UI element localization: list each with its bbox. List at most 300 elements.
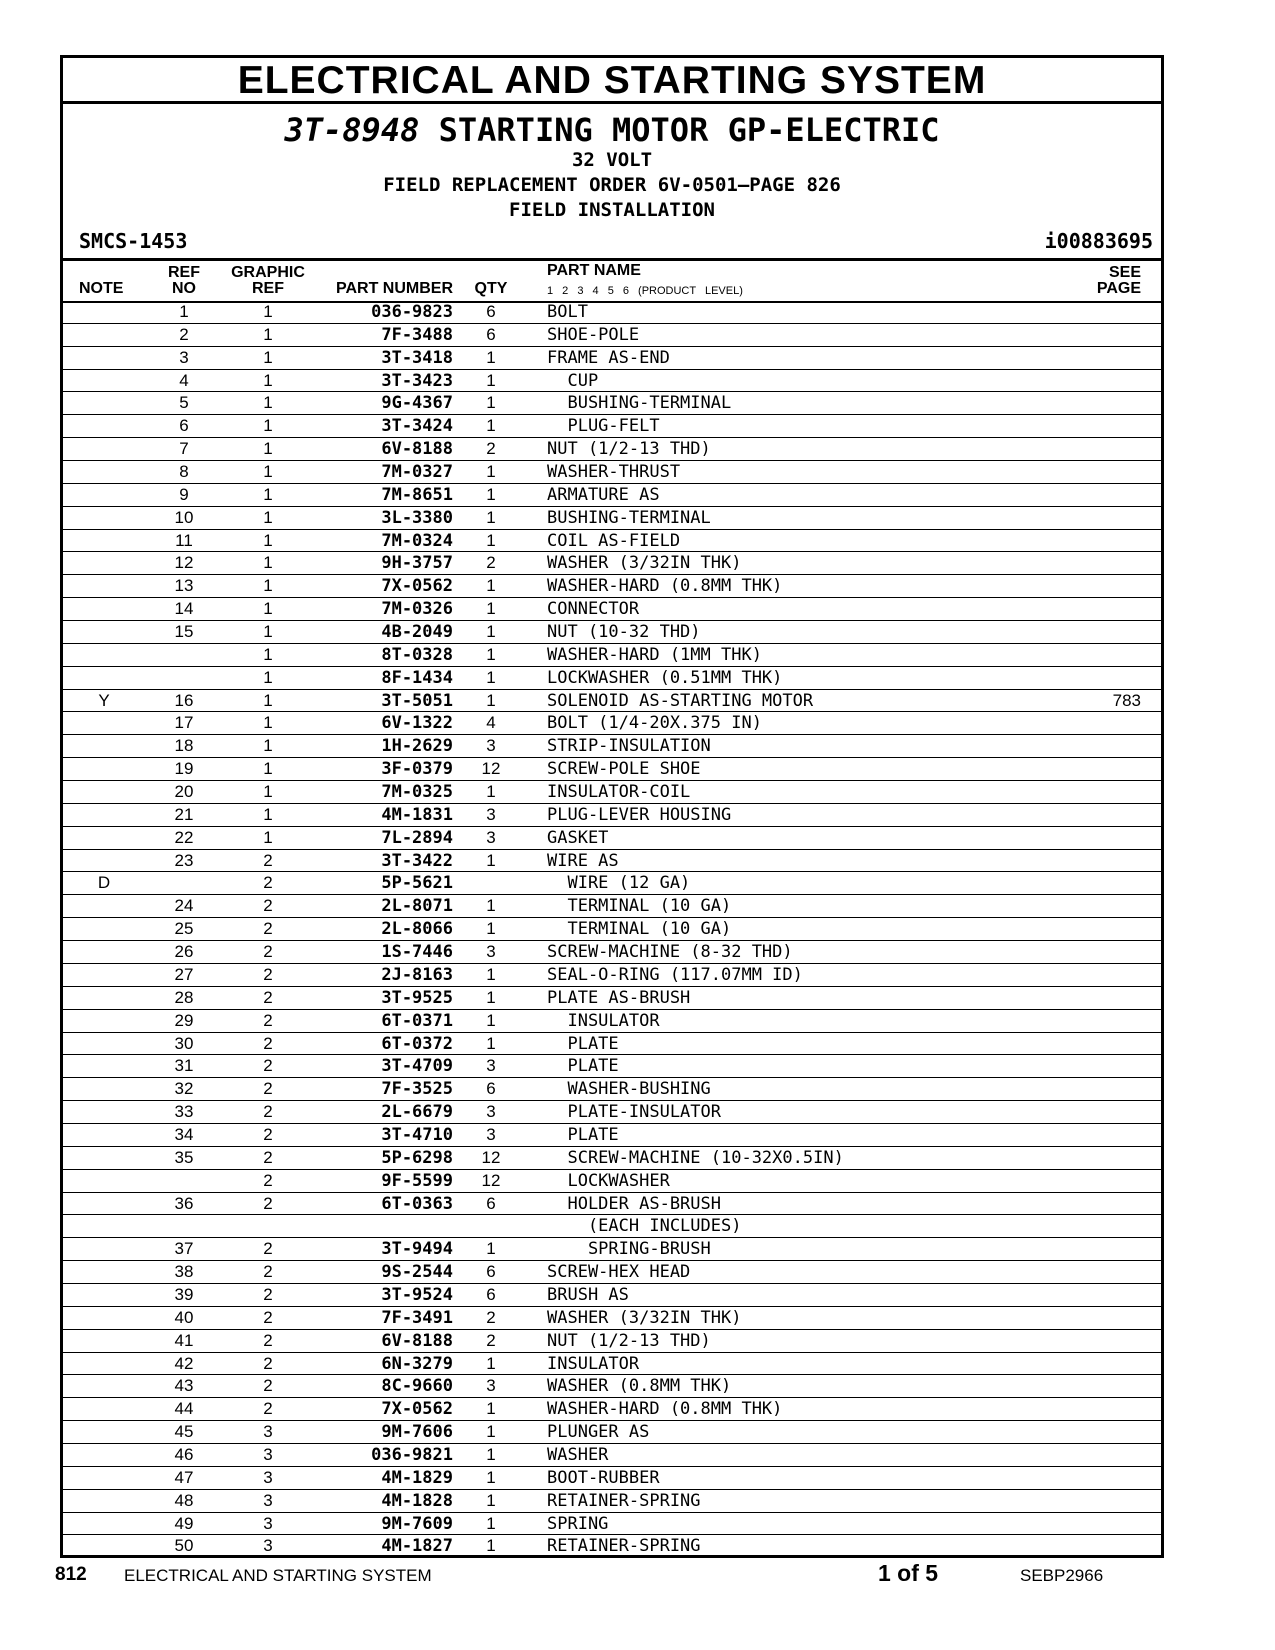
row-qty: 1: [486, 1353, 496, 1373]
row-qty: 1: [486, 1033, 496, 1053]
row-graphic-ref: 2: [263, 1033, 273, 1053]
row-ref-no: 31: [174, 1056, 194, 1076]
row-ref-no: 39: [174, 1284, 194, 1304]
row-qty: 1: [486, 919, 496, 939]
row-qty: 1: [486, 987, 496, 1007]
row-qty: 1: [486, 690, 496, 710]
table-row: [63, 575, 1161, 598]
row-part-number: 8C-9660: [381, 1376, 453, 1397]
row-qty: 2: [486, 1330, 496, 1350]
footer-section: ELECTRICAL AND STARTING SYSTEM: [124, 1566, 432, 1585]
row-part-number: 2L-8066: [381, 919, 453, 940]
row-qty: 1: [486, 1513, 496, 1533]
header-see-1: SEE: [1108, 264, 1141, 281]
header-qty: QTY: [474, 280, 508, 297]
row-qty: 1: [486, 964, 496, 984]
row-part-name: WASHER (3/32IN THK): [547, 1307, 742, 1328]
row-ref-no: 24: [174, 896, 194, 916]
table-row: [63, 438, 1161, 461]
row-part-name: NUT (10-32 THD): [547, 622, 701, 643]
row-part-number: 7M-0325: [381, 782, 453, 803]
table-row: [63, 1147, 1161, 1170]
table-row: [63, 712, 1161, 735]
row-ref-no: 16: [174, 690, 194, 710]
row-ref-no: 9: [179, 484, 189, 504]
table-row: [63, 507, 1161, 530]
table-row: [63, 1513, 1161, 1536]
row-graphic-ref: 2: [263, 850, 273, 870]
row-qty: 6: [486, 1284, 496, 1304]
row-graphic-ref: 1: [263, 347, 273, 367]
row-part-number: 9F-5599: [381, 1170, 453, 1191]
row-part-number: 8T-0328: [381, 644, 453, 665]
row-part-number: 3T-3424: [381, 416, 453, 437]
table-row: [63, 1033, 1161, 1056]
table-row: [63, 484, 1161, 507]
row-ref-no: 48: [174, 1490, 194, 1510]
row-graphic-ref: 1: [263, 667, 273, 687]
row-part-name: SCREW-POLE SHOE: [547, 759, 701, 780]
row-qty: 1: [486, 1010, 496, 1030]
row-part-name: WASHER-BUSHING: [547, 1079, 711, 1100]
row-part-name: LOCKWASHER (0.51MM THK): [547, 667, 783, 688]
row-qty: 1: [486, 1399, 496, 1419]
row-part-number: 2L-8071: [381, 896, 453, 917]
row-part-name: BOOT-RUBBER: [547, 1467, 660, 1488]
row-graphic-ref: 1: [263, 439, 273, 459]
row-graphic-ref: 1: [263, 484, 273, 504]
row-part-name: WIRE AS: [547, 850, 619, 871]
row-graphic-ref: 2: [263, 1193, 273, 1213]
row-graphic-ref: 2: [263, 964, 273, 984]
row-qty: 1: [486, 644, 496, 664]
row-part-number: 7F-3488: [381, 324, 453, 345]
row-ref-no: 8: [179, 462, 189, 482]
row-part-name: WASHER-THRUST: [547, 462, 681, 483]
row-graphic-ref: 2: [263, 1262, 273, 1282]
row-part-number: 9M-7609: [381, 1513, 453, 1534]
row-part-name: COIL AS-FIELD: [547, 530, 681, 551]
row-part-number: 4M-1831: [381, 804, 453, 825]
table-row: [63, 1535, 1161, 1558]
row-part-name: BUSHING-TERMINAL: [547, 507, 711, 528]
row-part-number: 3T-5051: [381, 690, 453, 711]
row-part-name: SCREW-HEX HEAD: [547, 1262, 691, 1283]
header-note: NOTE: [79, 280, 124, 297]
row-graphic-ref: 1: [263, 530, 273, 550]
table-row: [63, 804, 1161, 827]
row-ref-no: 44: [174, 1399, 194, 1419]
row-graphic-ref: 2: [263, 1056, 273, 1076]
row-part-number: 7F-3491: [381, 1307, 453, 1328]
row-graphic-ref: 2: [263, 1147, 273, 1167]
row-part-number: 6N-3279: [381, 1353, 453, 1374]
table-row: [63, 370, 1161, 393]
row-ref-no: 30: [174, 1033, 194, 1053]
row-part-number: 6T-0372: [381, 1033, 453, 1054]
group-name: STARTING MOTOR GP-ELECTRIC: [438, 111, 940, 149]
header-part-name: PART NAME: [547, 262, 641, 279]
row-graphic-ref: 1: [263, 507, 273, 527]
row-part-number: 4M-1828: [381, 1490, 453, 1511]
row-part-name: STRIP-INSULATION: [547, 736, 711, 757]
row-part-name: PLATE: [547, 1033, 619, 1054]
row-part-number: 1S-7446: [381, 942, 453, 963]
row-part-name: NUT (1/2-13 THD): [547, 1330, 711, 1351]
row-ref-no: 13: [174, 576, 194, 596]
row-qty: 3: [486, 827, 496, 847]
row-part-name: HOLDER AS-BRUSH: [547, 1193, 721, 1214]
row-part-number: 3T-3422: [381, 850, 453, 871]
row-part-name: BUSHING-TERMINAL: [547, 393, 732, 414]
table-row: [63, 415, 1161, 438]
table-row: [63, 552, 1161, 575]
row-part-number: 6T-0363: [381, 1193, 453, 1214]
row-qty: 3: [486, 1102, 496, 1122]
row-graphic-ref: 1: [263, 622, 273, 642]
row-note: Y: [98, 690, 110, 710]
row-graphic-ref: 2: [263, 1284, 273, 1304]
row-qty: 1: [486, 416, 496, 436]
row-graphic-ref: 2: [263, 1239, 273, 1259]
row-qty: 1: [486, 1467, 496, 1487]
table-row: [63, 1238, 1161, 1261]
row-qty: 1: [486, 530, 496, 550]
row-graphic-ref: 1: [263, 370, 273, 390]
row-ref-no: 32: [174, 1079, 194, 1099]
row-part-number: 9S-2544: [381, 1262, 453, 1283]
row-qty: 6: [486, 1262, 496, 1282]
header-graphic-1: GRAPHIC: [231, 264, 305, 281]
row-ref-no: 4: [179, 370, 189, 390]
row-part-number: 3T-3418: [381, 347, 453, 368]
row-qty: 1: [486, 667, 496, 687]
table-row: [63, 621, 1161, 644]
row-ref-no: 34: [174, 1124, 194, 1144]
table-row: [63, 690, 1161, 713]
row-part-name: TERMINAL (10 GA): [547, 919, 732, 940]
row-ref-no: 42: [174, 1353, 194, 1373]
row-qty: 12: [481, 1170, 501, 1190]
row-graphic-ref: 3: [263, 1490, 273, 1510]
row-graphic-ref: 2: [263, 1353, 273, 1373]
row-part-number: 036-9823: [371, 302, 453, 322]
row-part-name: (EACH INCLUDES): [547, 1216, 742, 1237]
table-row: [63, 644, 1161, 667]
row-ref-no: 50: [174, 1536, 194, 1556]
row-graphic-ref: 1: [263, 713, 273, 733]
row-part-number: 2J-8163: [381, 964, 453, 985]
doc-id: i00883695: [1044, 229, 1153, 253]
row-see-page: 783: [1112, 690, 1141, 710]
row-part-name: INSULATOR-COIL: [547, 782, 691, 803]
row-ref-no: 49: [174, 1513, 194, 1533]
table-row: [63, 1101, 1161, 1124]
row-part-name: TERMINAL (10 GA): [547, 896, 732, 917]
row-graphic-ref: 2: [263, 1010, 273, 1030]
table-row: [63, 530, 1161, 553]
row-ref-no: 25: [174, 919, 194, 939]
row-part-name: SCREW-MACHINE (8-32 THD): [547, 942, 793, 963]
row-ref-no: 36: [174, 1193, 194, 1213]
row-qty: 6: [486, 302, 496, 321]
row-ref-no: 11: [175, 530, 193, 550]
table-row: [63, 1055, 1161, 1078]
row-part-number: 036-9821: [371, 1444, 453, 1465]
row-ref-no: 17: [174, 713, 194, 733]
row-qty: 3: [486, 1056, 496, 1076]
row-qty: 6: [486, 1193, 496, 1213]
row-graphic-ref: 1: [263, 736, 273, 756]
row-part-name: WIRE (12 GA): [547, 873, 691, 894]
row-part-name: PLATE: [547, 1124, 619, 1145]
row-graphic-ref: 2: [263, 1124, 273, 1144]
smcs-row: [63, 229, 1161, 255]
row-part-number: 3T-4709: [381, 1056, 453, 1077]
row-part-name: SOLENOID AS-STARTING MOTOR: [547, 690, 814, 711]
row-part-number: 9H-3757: [381, 553, 453, 574]
smcs-code: SMCS-1453: [79, 229, 188, 253]
subtitle-line-3: FIELD INSTALLATION: [509, 199, 715, 221]
table-row: [63, 1078, 1161, 1101]
row-part-number: 7M-0326: [381, 599, 453, 620]
row-part-number: 3T-3423: [381, 370, 453, 391]
row-part-name: WASHER (3/32IN THK): [547, 553, 742, 574]
row-ref-no: 29: [174, 1010, 194, 1030]
row-part-name: PLATE-INSULATOR: [547, 1102, 721, 1123]
row-graphic-ref: 2: [263, 987, 273, 1007]
row-part-name: BOLT: [547, 302, 588, 322]
table-row: [63, 735, 1161, 758]
row-graphic-ref: 2: [263, 873, 273, 893]
group-title: [63, 112, 1161, 148]
row-ref-no: 15: [174, 622, 194, 642]
footer-page-number: 812: [55, 1564, 87, 1585]
row-part-number: 7F-3525: [381, 1079, 453, 1100]
header-part-number: PART NUMBER: [335, 280, 453, 297]
table-header: [63, 258, 1161, 303]
row-qty: 1: [486, 896, 496, 916]
page-footer: [0, 1560, 1275, 1590]
row-ref-no: 3: [179, 347, 189, 367]
row-part-name: BOLT (1/4-20X.375 IN): [547, 713, 762, 734]
row-part-name: SPRING-BRUSH: [547, 1239, 711, 1260]
row-graphic-ref: 1: [263, 462, 273, 482]
row-ref-no: 2: [179, 324, 189, 344]
row-qty: 1: [486, 1490, 496, 1510]
row-qty: 6: [486, 324, 496, 344]
row-qty: 1: [486, 1422, 496, 1442]
row-part-number: 6V-8188: [381, 1330, 453, 1351]
table-row: [63, 964, 1161, 987]
table-row: [63, 1467, 1161, 1490]
row-graphic-ref: 2: [263, 1399, 273, 1419]
row-graphic-ref: 1: [263, 416, 273, 436]
row-graphic-ref: 2: [263, 942, 273, 962]
row-part-number: 7X-0562: [381, 576, 453, 597]
row-qty: 2: [486, 553, 496, 573]
row-part-number: 7L-2894: [381, 827, 453, 848]
table-row: [63, 918, 1161, 941]
row-part-number: 3T-9494: [381, 1239, 453, 1260]
row-ref-no: 22: [174, 827, 194, 847]
table-row: [63, 872, 1161, 895]
row-ref-no: 35: [174, 1147, 194, 1167]
row-qty: 1: [486, 576, 496, 596]
row-part-name: WASHER-HARD (0.8MM THK): [547, 1399, 783, 1420]
row-qty: 1: [486, 347, 496, 367]
row-qty: 1: [486, 850, 496, 870]
header-ref-1: REF: [168, 264, 200, 281]
row-ref-no: 28: [174, 987, 194, 1007]
parts-list-frame: [60, 55, 1164, 1558]
row-part-name: WASHER-HARD (0.8MM THK): [547, 576, 783, 597]
row-part-number: 3F-0379: [381, 759, 453, 780]
row-part-number: 4M-1829: [381, 1467, 453, 1488]
row-graphic-ref: 2: [263, 1330, 273, 1350]
header-product-level: 1 2 3 4 5 6 (PRODUCT LEVEL): [547, 285, 743, 297]
row-part-number: 3T-4710: [381, 1124, 453, 1145]
row-part-name: PLATE AS-BRUSH: [547, 987, 691, 1008]
row-part-name: RETAINER-SPRING: [547, 1536, 701, 1557]
row-graphic-ref: 1: [263, 553, 273, 573]
row-ref-no: 10: [174, 507, 194, 527]
table-row: [63, 1010, 1161, 1033]
table-row: [63, 667, 1161, 690]
table-row: [63, 987, 1161, 1010]
row-part-name: WASHER: [547, 1444, 609, 1465]
table-row: [63, 1330, 1161, 1353]
row-part-number: 6V-8188: [381, 439, 453, 460]
row-graphic-ref: 1: [263, 302, 273, 321]
row-graphic-ref: 2: [263, 1307, 273, 1327]
row-part-name: SCREW-MACHINE (10-32X0.5IN): [547, 1147, 844, 1168]
table-row: [63, 461, 1161, 484]
row-part-name: SEAL-O-RING (117.07MM ID): [547, 964, 803, 985]
row-qty: 1: [486, 507, 496, 527]
row-graphic-ref: 1: [263, 804, 273, 824]
row-part-number: 6T-0371: [381, 1010, 453, 1031]
row-ref-no: 7: [179, 439, 189, 459]
table-row: [63, 324, 1161, 347]
row-part-name: CONNECTOR: [547, 599, 640, 620]
row-ref-no: 27: [174, 964, 194, 984]
header-ref-2: NO: [172, 280, 196, 297]
row-part-number: 5P-5621: [381, 873, 453, 894]
row-ref-no: 45: [174, 1422, 194, 1442]
row-qty: 12: [481, 1147, 501, 1167]
table-row: [63, 827, 1161, 850]
row-part-number: 8F-1434: [381, 667, 453, 688]
row-ref-no: 20: [174, 782, 194, 802]
footer-doc-code: SEBP2966: [1020, 1566, 1104, 1585]
table-row: [63, 1261, 1161, 1284]
table-row: [63, 1215, 1161, 1238]
table-row: [63, 1421, 1161, 1444]
row-part-number: 9G-4367: [381, 393, 453, 414]
row-part-name: SPRING: [547, 1513, 609, 1534]
table-row: [63, 1353, 1161, 1376]
row-ref-no: 43: [174, 1376, 194, 1396]
section-title: ELECTRICAL AND STARTING SYSTEM: [63, 58, 1161, 104]
table-row: [63, 1398, 1161, 1421]
row-ref-no: 37: [174, 1239, 194, 1259]
row-graphic-ref: 1: [263, 576, 273, 596]
table-row: [63, 598, 1161, 621]
row-part-name: FRAME AS-END: [547, 347, 670, 368]
row-part-number: 3T-9524: [381, 1284, 453, 1305]
row-part-number: 2L-6679: [381, 1102, 453, 1123]
row-qty: 1: [486, 484, 496, 504]
row-graphic-ref: 1: [263, 827, 273, 847]
row-graphic-ref: 2: [263, 1376, 273, 1396]
row-graphic-ref: 2: [263, 919, 273, 939]
row-ref-no: 21: [174, 804, 194, 824]
row-graphic-ref: 3: [263, 1513, 273, 1533]
row-graphic-ref: 1: [263, 393, 273, 413]
table-row: [63, 1170, 1161, 1193]
row-qty: 6: [486, 1079, 496, 1099]
table-row: [63, 1307, 1161, 1330]
row-part-name: INSULATOR: [547, 1353, 640, 1374]
row-ref-no: 1: [179, 302, 189, 321]
row-ref-no: 19: [174, 759, 194, 779]
row-part-number: 3T-9525: [381, 987, 453, 1008]
table-row: [63, 1444, 1161, 1467]
group-part-number: 3T-8948: [284, 111, 420, 149]
footer-page-of: 1 of 5: [878, 1560, 939, 1586]
row-graphic-ref: 3: [263, 1536, 273, 1556]
table-row: [63, 1193, 1161, 1216]
header-see-2: PAGE: [1096, 280, 1141, 297]
row-graphic-ref: 1: [263, 782, 273, 802]
row-qty: 1: [486, 462, 496, 482]
row-part-name: CUP: [547, 370, 599, 391]
row-graphic-ref: 1: [263, 324, 273, 344]
row-graphic-ref: 3: [263, 1444, 273, 1464]
row-part-name: ARMATURE AS: [547, 484, 660, 505]
row-qty: 1: [486, 1536, 496, 1556]
row-graphic-ref: 1: [263, 759, 273, 779]
row-part-name: NUT (1/2-13 THD): [547, 439, 711, 460]
row-graphic-ref: 3: [263, 1422, 273, 1442]
row-qty: 3: [486, 804, 496, 824]
row-graphic-ref: 3: [263, 1467, 273, 1487]
row-qty: 12: [481, 759, 501, 779]
table-row: [63, 895, 1161, 918]
row-qty: 1: [486, 370, 496, 390]
row-qty: 2: [486, 439, 496, 459]
subtitle-line-2: FIELD REPLACEMENT ORDER 6V-0501—PAGE 826: [383, 174, 841, 196]
row-part-number: 7M-8651: [381, 484, 453, 505]
row-part-name: INSULATOR: [547, 1010, 660, 1031]
row-part-name: PLUG-LEVER HOUSING: [547, 804, 732, 825]
row-qty: 1: [486, 622, 496, 642]
table-row: [63, 1124, 1161, 1147]
row-part-number: 5P-6298: [381, 1147, 453, 1168]
row-ref-no: 12: [174, 553, 194, 573]
row-part-name: PLUNGER AS: [547, 1422, 650, 1443]
row-part-name: PLUG-FELT: [547, 416, 660, 437]
table-row: [63, 1490, 1161, 1513]
row-qty: 2: [486, 1307, 496, 1327]
row-qty: 4: [486, 713, 496, 733]
row-graphic-ref: 2: [263, 1170, 273, 1190]
table-row: [63, 758, 1161, 781]
subtitle-line-1: 32 VOLT: [571, 149, 653, 171]
table-row: [63, 850, 1161, 873]
row-part-number: 1H-2629: [381, 736, 453, 757]
